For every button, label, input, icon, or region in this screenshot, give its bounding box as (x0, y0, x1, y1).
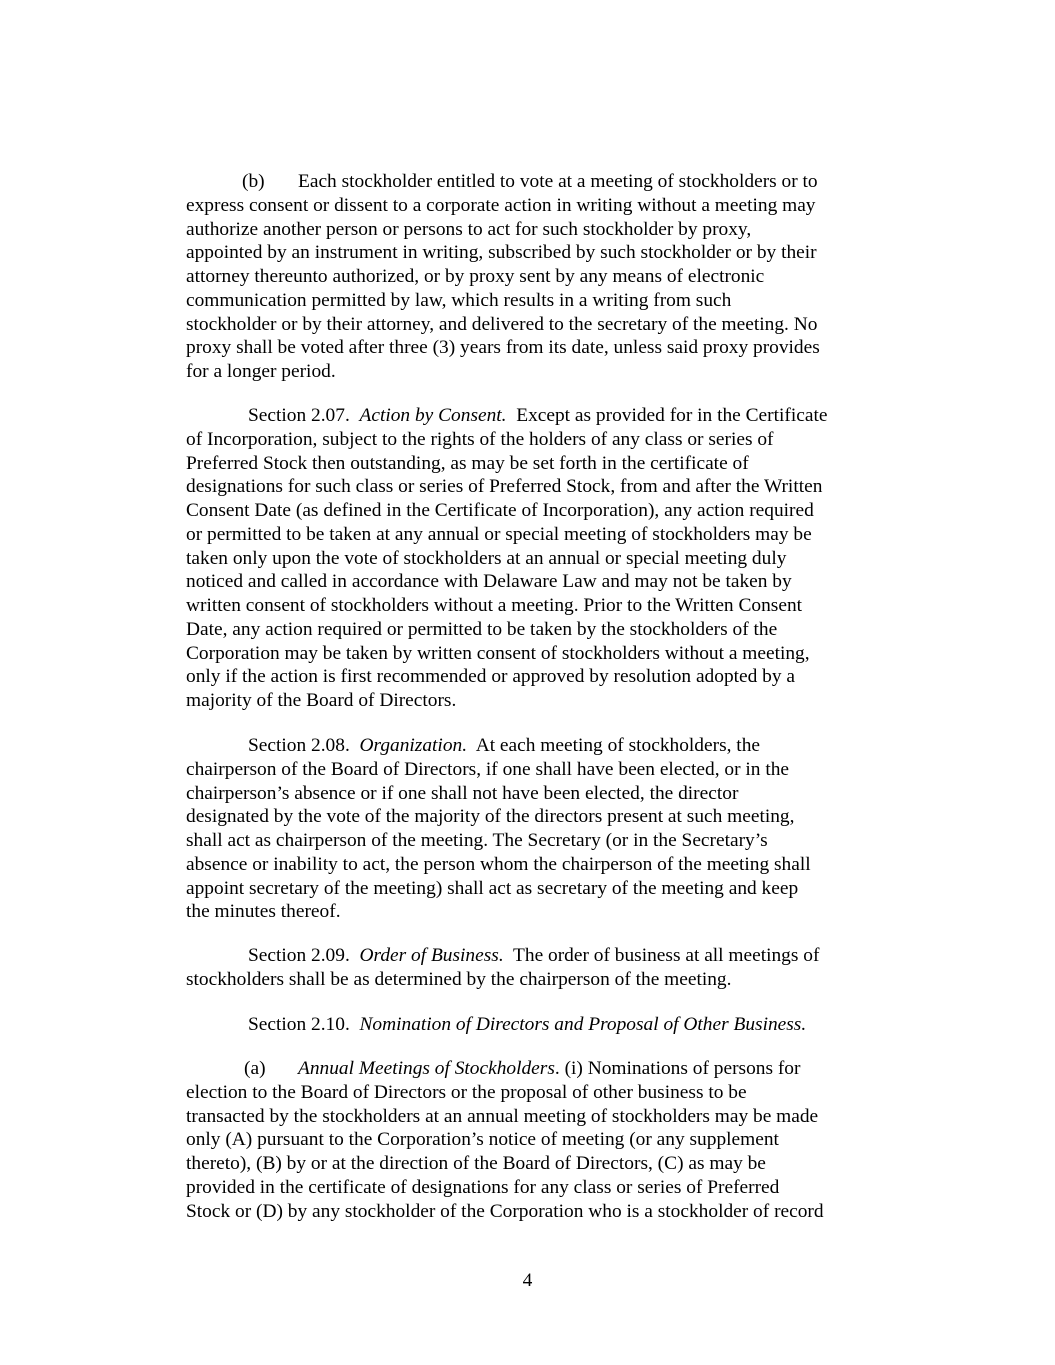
text-line: designations for such class or series of Preferred Stock, from and after the Written (186, 476, 823, 498)
section-heading: Organization. (359, 735, 468, 756)
text-line: Corporation may be taken by written consent of stockholders without a meeting, (186, 642, 810, 664)
section-2-07 (186, 404, 876, 713)
text-line: express consent or dissent to a corporate action in writing without a meeting may (186, 194, 816, 216)
text-line: Consent Date (as defined in the Certificate of Incorporation), any action required (186, 500, 814, 521)
text-line: Except as provided for in the Certificate (516, 405, 828, 426)
section-number: Section 2.10. (248, 1014, 350, 1035)
text-line: chairperson of the Board of Directors, if one shall have been elected, or in the (186, 758, 790, 780)
text-line: of Incorporation, subject to the rights of the holders of any class or series of (186, 428, 774, 450)
page-number: 4 (522, 1270, 533, 1291)
text-line: majority of the Board of Directors. (186, 690, 457, 711)
paragraph-a (186, 1057, 876, 1223)
text-line: Date, any action required or permitted to be taken by the stockholders of the (186, 618, 778, 640)
text-line: provided in the certificate of designations for any class or series of Preferred (186, 1176, 780, 1198)
section-number: Section 2.09. (248, 945, 350, 966)
section-2-09 (186, 944, 876, 992)
text-line: . (i) Nominations of persons for (554, 1058, 801, 1079)
text-line: shall act as chairperson of the meeting. The Secretary (or in the Secretary’s (186, 830, 768, 851)
text-line: attorney thereunto authorized, or by proxy sent by any means of electronic (186, 266, 765, 287)
text-line: transacted by the stockholders at an annual meeting of stockholders may be made (186, 1105, 819, 1127)
section-heading-line (186, 1013, 876, 1037)
section-heading-line (186, 404, 876, 428)
section-number: Section 2.08. (248, 735, 350, 756)
text-line: proxy shall be voted after three (3) years from its date, unless said proxy provides (186, 337, 820, 359)
paragraph-a-first-line (186, 1057, 876, 1081)
text-line: or permitted to be taken at any annual or special meeting of stockholders may be (186, 523, 812, 545)
text-line: noticed and called in accordance with Delaware Law and may not be taken by (186, 571, 792, 593)
text-line: Stock or (D) by any stockholder of the Corporation who is a stockholder of record (186, 1200, 824, 1222)
section-number: Section 2.07. (248, 405, 350, 426)
paragraph-b (186, 170, 876, 384)
text-line: for a longer period. (186, 361, 336, 382)
text-line: election to the Board of Directors or the proposal of other business to be (186, 1081, 747, 1103)
text-line: stockholder or by their attorney, and delivered to the secretary of the meeting. No (186, 313, 818, 335)
paragraph-b-first-line (186, 170, 876, 194)
text-line: The order of business at all meetings of (513, 945, 820, 966)
text-line: Preferred Stock then outstanding, as may be set forth in the certificate of (186, 452, 749, 474)
section-heading-line (186, 734, 876, 758)
text-line: appointed by an instrument in writing, subscribed by such stockholder or by their (186, 242, 817, 264)
text-line: only (A) pursuant to the Corporation’s notice of meeting (or any supplement (186, 1129, 779, 1151)
text-line: thereto), (B) by or at the direction of the Board of Directors, (C) as may be (186, 1153, 766, 1174)
paragraph-label: (a) (244, 1058, 266, 1079)
text-line: communication permitted by law, which results in a writing from such (186, 289, 732, 311)
text-line: authorize another person or persons to act for such stockholder by proxy, (186, 218, 752, 240)
section-heading-line (186, 944, 876, 968)
text-line: the minutes thereof. (186, 901, 341, 923)
section-2-08 (186, 734, 876, 924)
text-line: taken only upon the vote of stockholders at an annual or special meeting duly (186, 547, 787, 569)
text-line: Each stockholder entitled to vote at a meeting of stockholders or to (298, 171, 818, 192)
section-heading: Order of Business. (359, 945, 504, 966)
text-line: written consent of stockholders without a meeting. Prior to the Written Consent (186, 595, 803, 616)
paragraph-heading: Annual Meetings of Stockholders (298, 1058, 555, 1079)
paragraph-label: (b) (242, 171, 265, 192)
section-heading: Nomination of Directors and Proposal of Other Business. (359, 1014, 807, 1035)
text-line: absence or inability to act, the person whom the chairperson of the meeting shall (186, 853, 811, 875)
section-heading: Action by Consent. (359, 405, 507, 426)
text-line: stockholders shall be as determined by the chairperson of the meeting. (186, 968, 732, 990)
text-line: designated by the vote of the majority of the directors present at such meeting, (186, 806, 795, 828)
section-2-10 (186, 1013, 876, 1037)
text-line: At each meeting of stockholders, the (475, 735, 760, 756)
text-line: chairperson’s absence or if one shall not have been elected, the director (186, 782, 739, 804)
text-line: only if the action is first recommended or approved by resolution adopted by a (186, 666, 796, 688)
text-line: appoint secretary of the meeting) shall act as secretary of the meeting and keep (186, 877, 799, 899)
